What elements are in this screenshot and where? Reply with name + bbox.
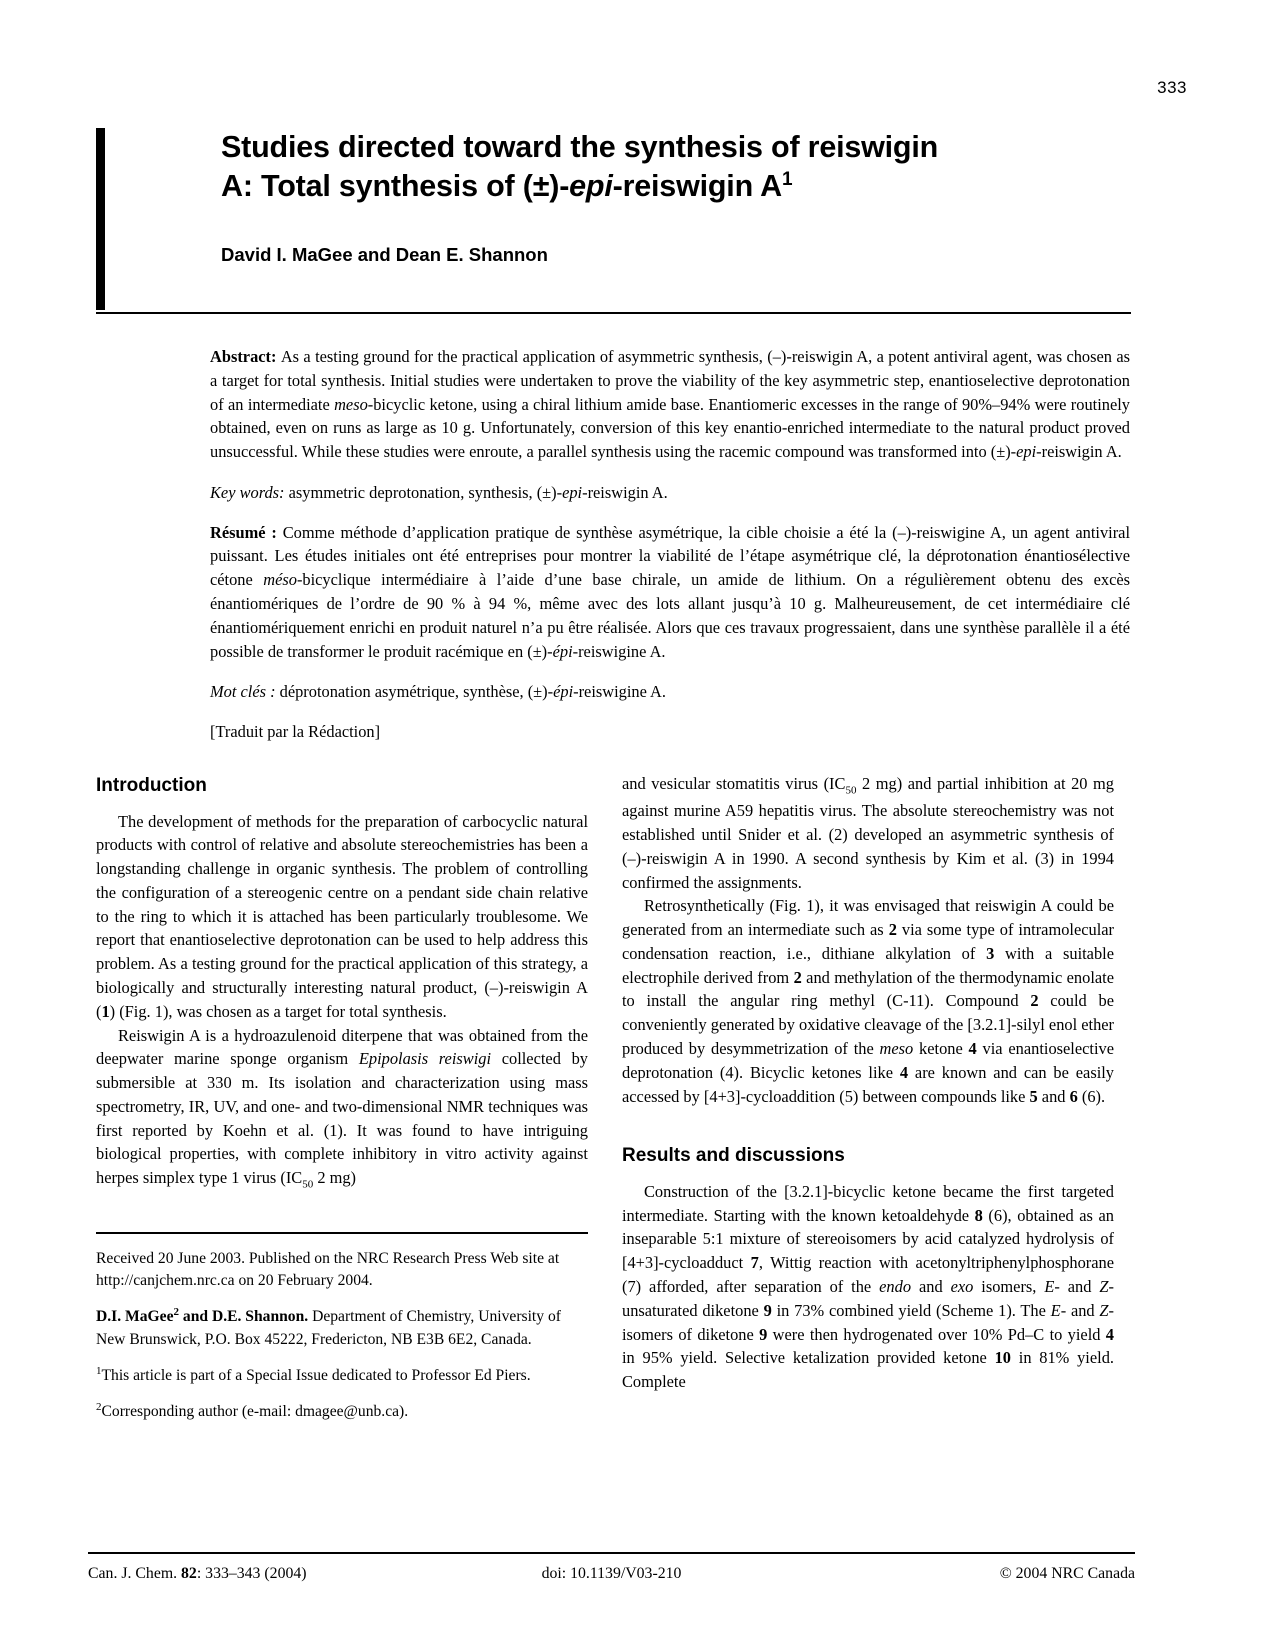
page-number: 333 [1157, 78, 1187, 97]
keywords-text: asymmetric deprotonation, synthesis, (±)-epi-reiswigin A. [284, 482, 668, 502]
results-paragraph-1: Construction of the [3.2.1]-bicyclic ketone became the first targeted intermediate. Starting with the known ketoaldehyde 8 (6), obtained as an inseparable 5:1 mixture of stereoisomers by acid catalyzed hydrolysis of [4+3]-cycloadduct 7, Wittig reaction with acetonyltriphenylphosphorane (7) afforded, after separation of the endo and exo isomers, E- and Z-unsaturated diketone 9 in 73% combined yield (Scheme 1). The E- and Z-isomers of diketone 9 were then hydrogenated over 10% Pd–C to yield 4 in 95% yield. Selective ketalization provided ketone 10 in 81% yield. Complete [622, 1181, 1115, 1392]
translator-note: [Traduit par la Rédaction] [210, 722, 381, 742]
footer-citation-pages: : 333–343 (2004) [196, 1565, 307, 1582]
title-line-2b: -reiswigin A [612, 169, 782, 204]
footnote-note-1: $^1$This article is part of a Special Issue dedicated to Professor Ed Piers. [96, 1364, 531, 1384]
resume-paragraph [210, 521, 1130, 664]
abstract-paragraph [210, 345, 1130, 464]
title-footnote-marker: 1 [781, 168, 793, 190]
resume-label: Résumé : [210, 522, 277, 542]
motcles-text: déprotonation asymétrique, synthèse, (±)-épi-reiswigine A. [275, 682, 666, 702]
footnote-box [96, 1232, 588, 1423]
section-spacer [622, 1108, 1114, 1142]
column-right [622, 772, 1114, 1394]
footer-citation-volume: 82 [181, 1565, 197, 1582]
intro-paragraph-1: The development of methods for the preparation of carbocyclic natural products with control of relative and absolute stereochemistries has been a longstanding challenge in organic synthesis. The problem of controlling the configuration of a stereogenic centre on a pendant side chain relative to the ring to which it is attached has been particularly troublesome. We report that enantioselective deprotonation can be used to help address this problem. As a testing ground for the practical application of this strategy, a biologically and structurally interesting natural product, (–)-reiswigin A (1) (Fig. 1), was chosen as a target for total synthesis. [96, 811, 588, 1021]
motcles-label: Mot clés : [210, 682, 276, 702]
footnote-note-2: $^2$Corresponding author (e-mail: dmagee@unb.ca). [96, 1401, 409, 1421]
title-divider [96, 312, 1131, 314]
motcles-paragraph [210, 680, 1130, 704]
keywords-paragraph [210, 481, 1130, 505]
abstract-label: Abstract: [210, 347, 277, 366]
section-heading-introduction: Introduction [96, 775, 207, 796]
right-paragraph-1: and vesicular stomatitis virus ($IC_{50}$ 2 mg) and partial inhibition at 20 mg against murine A59 hepatitis virus. The absolute stereochemistry was not established until Snider et al. (2) developed an asymmetric synthesis of (–)-reiswigin A in 1990. A second synthesis by Kim et al. (3) in 1994 confirmed the assignments. [622, 774, 1114, 892]
title-line-1: Studies directed toward the synthesis of reiswigin [221, 130, 939, 164]
footer-divider [88, 1552, 1135, 1554]
section-heading-results: Results and discussions [622, 1145, 845, 1167]
abstract-text: As a testing ground for the practical application of asymmetric synthesis, (–)-reiswigin A, a potent antiviral agent, was chosen as a target for total synthesis. Initial studies were undertaken to prove the viability of the key asymmetric step, enantioselective deprotonation of an intermediate meso-bicyclic ketone, using a chiral lithium amide base. Enantiomeric excesses in the range of 90%–94% were routinely obtained, even on runs as large as 10 g. Unfortunately, conversion of this key enantio-enriched intermediate to the natural product proved unsuccessful. While these studies were enroute, a parallel synthesis using the racemic compound was transformed into (±)-epi-reiswigin A. [210, 347, 1130, 462]
author-list: David I. MaGee and Dean E. Shannon [221, 244, 548, 266]
title-block [96, 128, 1131, 310]
footnote-received: Received 20 June 2003. Published on the NRC Research Press Web site at http://canjchem.nrc.ca on 20 February 2004. [96, 1250, 560, 1290]
right-paragraph-2: Retrosynthetically (Fig. 1), it was envisaged that reiswigin A could be generated from an intermediate such as 2 via some type of intramolecular condensation reaction, i.e., dithiane alkylation of 3 with a suitable electrophile derived from 2 and methylation of the thermodynamic enolate to install the angular ring methyl (C-11). Compound 2 could be conveniently generated by oxidative cleavage of the [3.2.1]-silyl enol ether produced by desymmetrization of the meso ketone 4 via enantioselective deprotonation (4). Bicyclic ketones like 4 are known and can be easily accessed by [4+3]-cycloaddition (5) between compounds like 5 and 6 (6). [622, 896, 1115, 1106]
title-line-2-italic: epi [569, 169, 613, 204]
abstract-block [210, 345, 1130, 761]
intro-paragraph-2: Reiswigin A is a hydroazulenoid diterpene that was obtained from the deepwater marine sponge organism Epipolasis reiswigi collected by submersible at 330 m. Its isolation and characterization using mass spectrometry, IR, UV, and one- and two-dimensional NMR techniques was first reported by Koehn et al. (1). It was found to have intriguing biological properties, with complete inhibitory in vitro activity against herpes simplex type 1 virus ($IC_{50}$ 2 mg) [96, 1025, 588, 1191]
page-title [127, 128, 1131, 206]
footnote-authors: D.I. MaGee$^2$ and D.E. Shannon. [96, 1306, 309, 1326]
resume-text: Comme méthode d’application pratique de synthèse asymétrique, la cible choisie a été la (–)-reiswigine A, un agent antiviral puissant. Les études initiales ont été entreprises pour montrer la viabilité de l’étape asymétrique clé, la déprotonation énantiosélective cétone méso-bicyclique intermédiaire à l’aide d’une base chirale, un amide de lithium. On a régulièrement obtenu des excès énantiomériques de l’ordre de 90 % à 94 %, même avec des lots allant jusqu’à 10 g. Malheureusement, de cet intermédiaire clé énantiomériquement enrichi en produit naturel n’a pu être réalisée. Alors que ces travaux progressaient, dans une synthèse parallèle il a été possible de transformer le produit racémique en (±)-épi-reiswigine A. [210, 522, 1130, 661]
footer-copyright: © 2004 NRC Canada [999, 1565, 1135, 1582]
footnote-affiliation-text: Department of Chemistry, University of New Brunswick, P.O. Box 45222, Fredericton, NB E3B 6E2, Canada. [96, 1308, 561, 1348]
keywords-label: Key words: [210, 482, 285, 502]
title-line-2a: A: Total synthesis of (±)- [221, 169, 570, 204]
column-left [96, 772, 588, 1193]
footer-doi: doi: 10.1139/V03-210 [541, 1565, 682, 1582]
footnote-affiliation [96, 1305, 588, 1350]
footer-citation-journal: Can. J. Chem. [88, 1565, 182, 1582]
